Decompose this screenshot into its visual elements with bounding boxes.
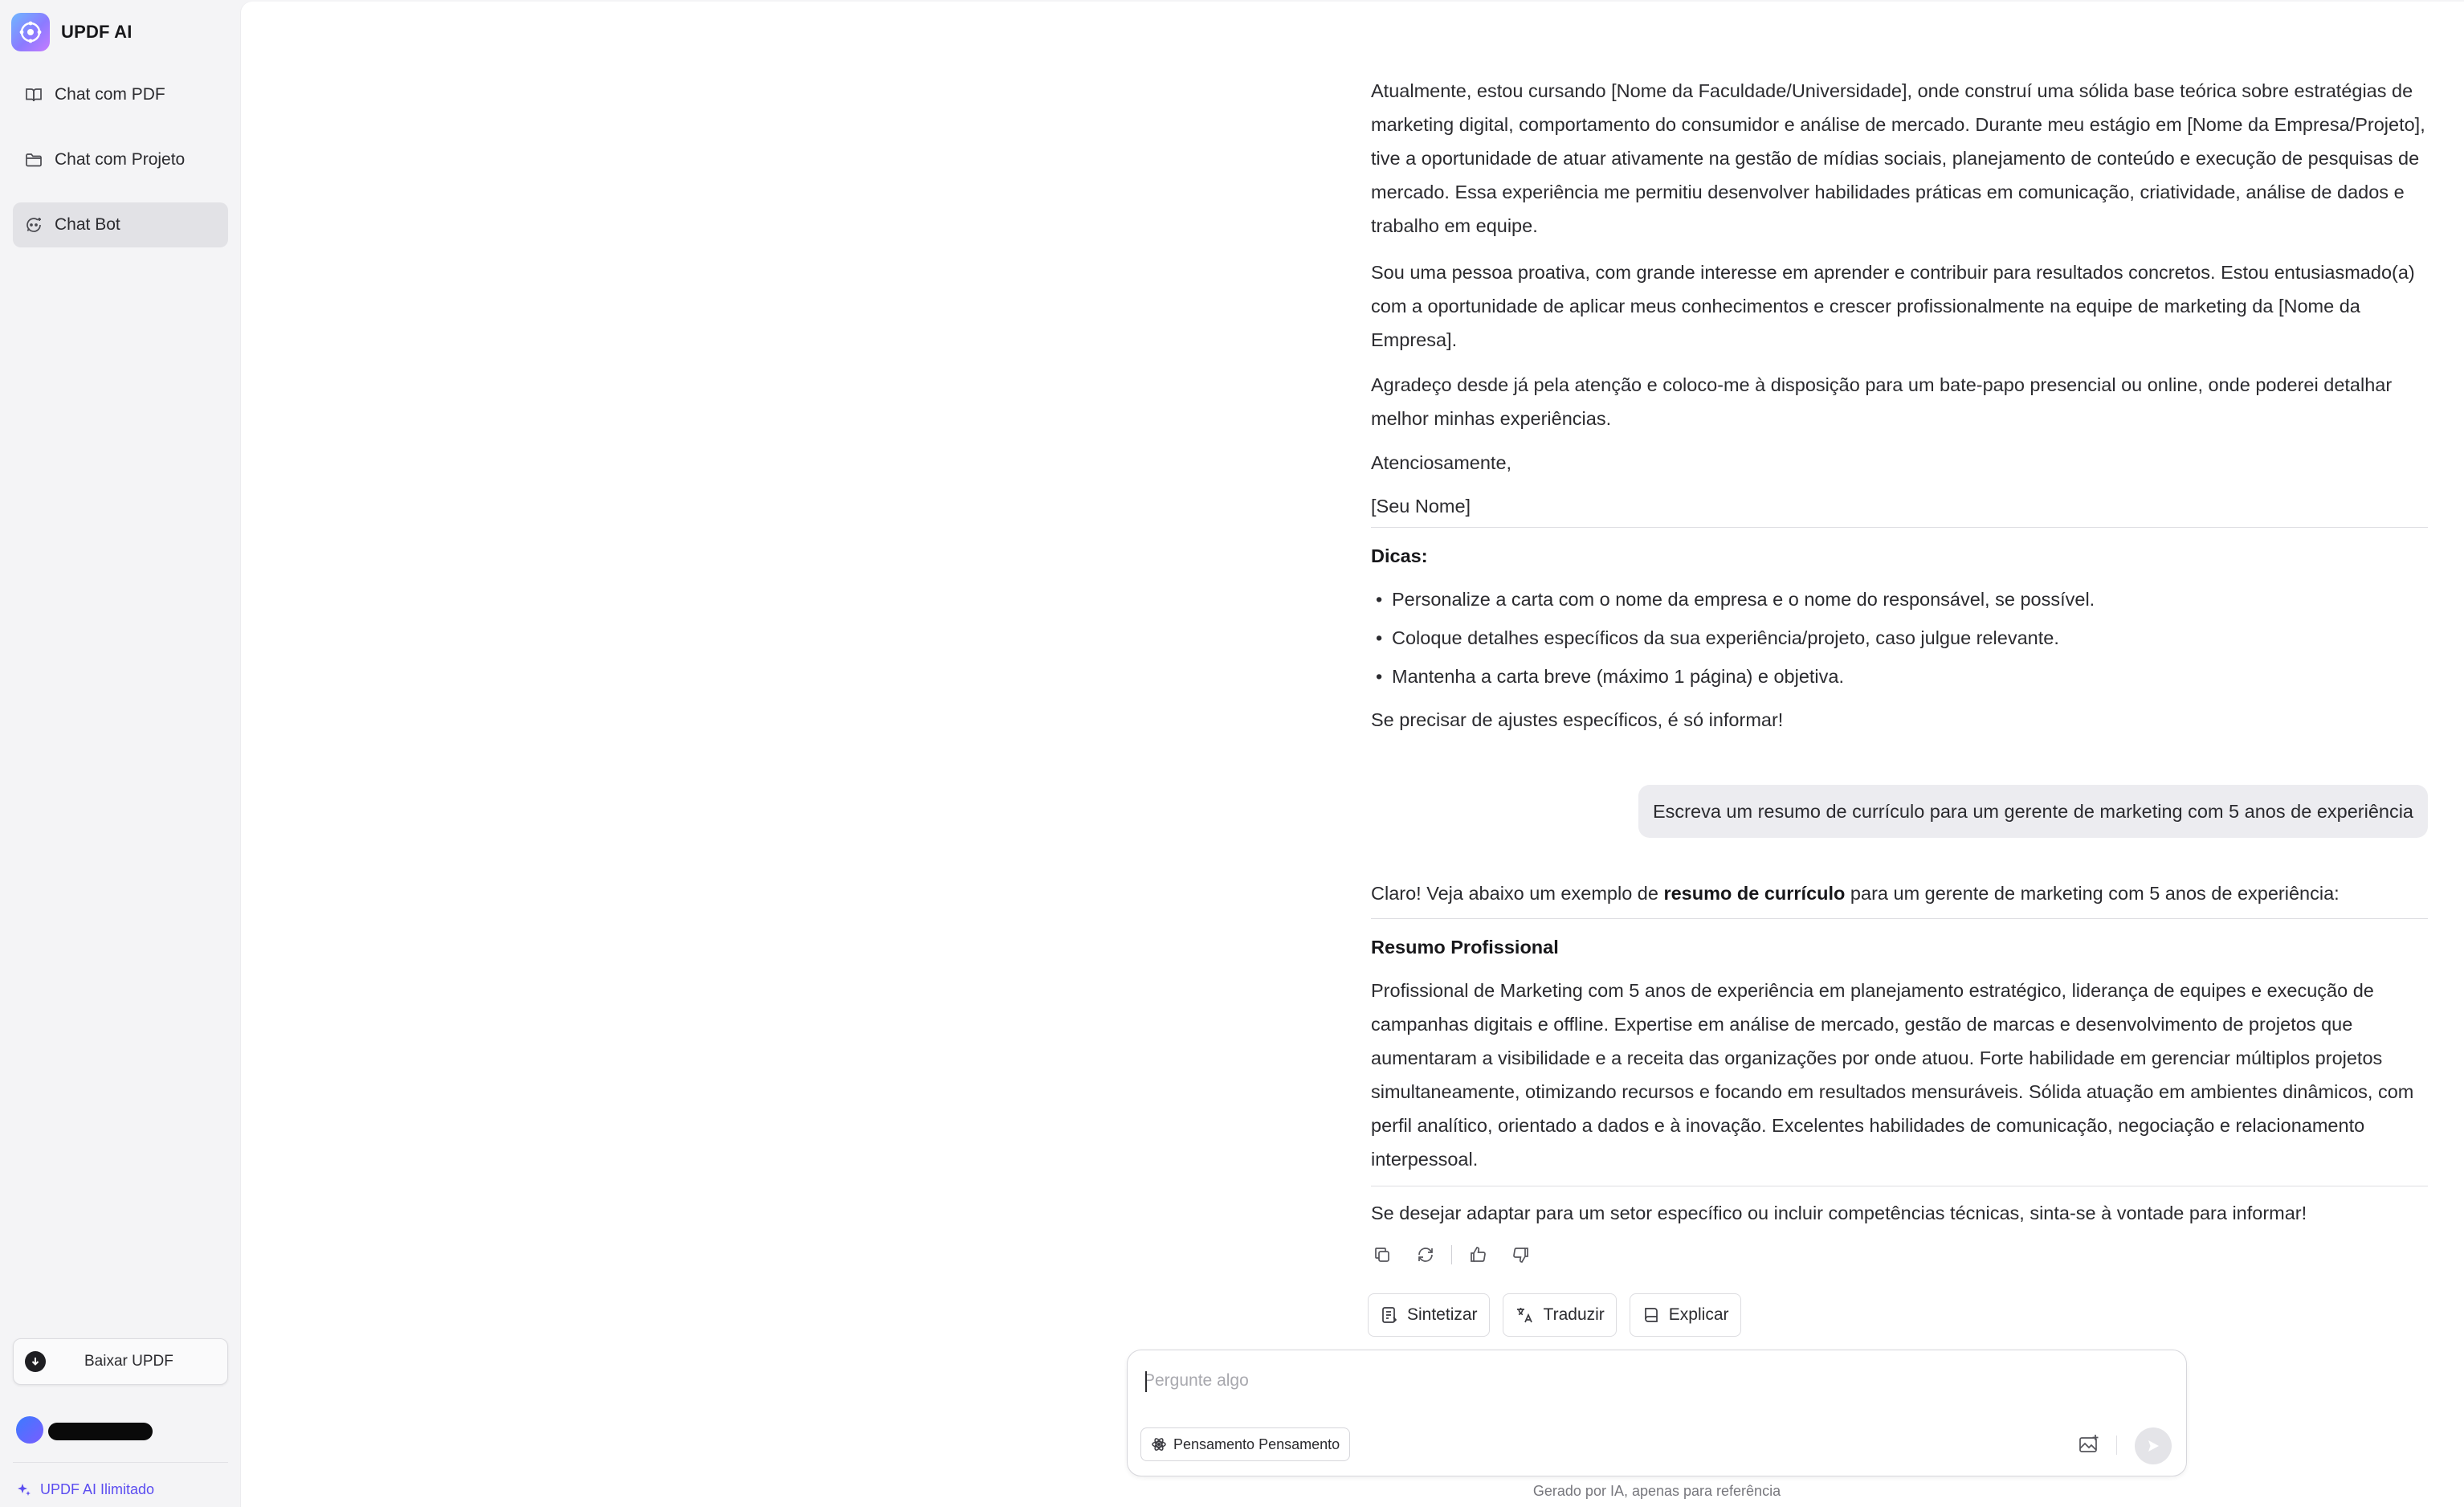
sidebar-item-label: Chat com Projeto [55, 150, 186, 169]
thinking-label: Pensamento Pensamento [1173, 1436, 1340, 1452]
message-footer: Se precisar de ajustes específicos, é só informar! [1371, 709, 1784, 730]
quick-actions [1368, 1293, 1741, 1337]
divider [1371, 918, 2428, 919]
action-separator [1451, 1245, 1452, 1264]
explain-button[interactable] [1630, 1293, 1741, 1337]
prompt-input[interactable] [1144, 1365, 2107, 1397]
sidebar-item-label: Chat Bot [55, 215, 120, 234]
reply-intro-text: Claro! Veja abaixo um exemplo de [1371, 883, 1664, 904]
image-upload-icon[interactable] [2075, 1431, 2103, 1458]
translate-icon [1515, 1305, 1536, 1325]
sidebar-divider [13, 1462, 228, 1463]
ai-disclaimer: Gerado por IA, apenas para referência [1532, 1483, 1781, 1499]
divider [1371, 527, 2428, 528]
book-icon [24, 85, 43, 104]
message-paragraph: Atualmente, estou cursando [Nome da Faculdade/Universidade], onde construí uma sólida base teórica sobre estratégias de marketing digital, comportamento do consumidor e análise de mercado. Durante meu estágio em [Nome da Empresa/Projeto], tive a oportunidade de atuar ativamente na gestão de mídias sociais, planejamento de conteúdo e execução de pesquisas de mercado. Essa experiência me permitiu desenvolver habilidades práticas em comunicação, criatividade, análise de dados e trabalho em equipe. [1371, 80, 2425, 236]
download-icon [25, 1351, 46, 1372]
chat-composer [1127, 1350, 2187, 1476]
explain-label: Explicar [1668, 1305, 1729, 1324]
list-item-text: Personalize a carta com o nome da empresa e o nome do responsável, se possível. [1392, 589, 2095, 610]
list-item [1376, 582, 2428, 616]
explain-icon [1642, 1305, 1661, 1325]
message-closing: Atenciosamente, [1371, 452, 1512, 473]
copy-icon[interactable] [1371, 1244, 1393, 1266]
message-actions [1371, 1244, 1532, 1266]
plan-link[interactable] [16, 1481, 154, 1498]
translate-button[interactable] [1503, 1293, 1617, 1337]
summarize-icon [1380, 1305, 1399, 1325]
message-paragraph: Sou uma pessoa proativa, com grande interesse em aprender e contribuir para resultados concretos. Estou entusiasmado(a) com a oportunidade de aplicar meus conhecimentos e crescer profissionalmente na equipe de marketing da [Nome da Empresa]. [1371, 262, 2415, 350]
sparkle-icon [16, 1482, 32, 1498]
main-panel [241, 2, 2464, 1507]
summary-paragraph: Profissional de Marketing com 5 anos de experiência em planejamento estratégico, liderança de equipes e execução de campanhas digitais e offline. Expertise em análise de mercado, gestão de marcas e desenvolvimento de projetos que aumentaram a visibilidade e a receita das organizações por onde atuou. Forte habilidade em gerenciar múltiplos projetos simultaneamente, otimizando recursos e focando em resultados mensuráveis. Sólida atuação em ambientes dinâmicos, com perfil analítico, orientado a dados e à inovação. Excelentes habilidades de comunicação, negociação e relacionamento interpessoal. [1371, 980, 2414, 1170]
regenerate-icon[interactable] [1414, 1244, 1437, 1266]
section-title: Resumo Profissional [1371, 937, 1559, 958]
tips-title: Dicas: [1371, 545, 1428, 566]
send-icon [2145, 1438, 2161, 1454]
summarize-button[interactable] [1368, 1293, 1490, 1337]
updf-logo-icon [11, 13, 50, 51]
brand-name: UPDF AI [61, 22, 133, 42]
reply-intro-text: para um gerente de marketing com 5 anos de experiência: [1845, 883, 2340, 904]
user-profile[interactable] [16, 1415, 117, 1444]
bullet-dot: • [1376, 666, 1383, 687]
message-signature: [Seu Nome] [1371, 496, 1471, 517]
reply-footer: Se desejar adaptar para um setor específico ou incluir competências técnicas, sinta-se à vontade para informar! [1371, 1203, 2307, 1223]
plan-label: UPDF AI Ilimitado [40, 1481, 155, 1497]
reply-intro [1371, 876, 2428, 910]
brand[interactable] [11, 13, 133, 51]
sidebar-item-label: Chat com PDF [55, 85, 165, 104]
folder-icon [24, 150, 43, 169]
atom-icon [1151, 1436, 1167, 1452]
list-item-text: Mantenha a carta breve (máximo 1 página) e objetiva. [1392, 666, 1845, 687]
redaction-mark [48, 1423, 153, 1440]
translate-label: Traduzir [1543, 1305, 1605, 1324]
list-item [1376, 621, 2428, 655]
user-message-bubble [1638, 785, 2428, 838]
thumbs-up-icon[interactable] [1467, 1244, 1489, 1266]
sidebar-item-chat-pdf[interactable] [13, 72, 228, 117]
avatar [16, 1416, 43, 1444]
reply-intro-bold: resumo de currículo [1663, 883, 1846, 904]
sidebar [0, 0, 241, 1507]
user-message-text: Escreva um resumo de currículo para um gerente de marketing com 5 anos de experiência [1653, 801, 2413, 822]
send-button[interactable] [2135, 1427, 2172, 1464]
text-caret [1145, 1371, 1147, 1392]
sidebar-item-chat-bot[interactable] [13, 202, 228, 247]
user-name [53, 1421, 117, 1439]
download-label: Baixar UPDF [84, 1353, 173, 1370]
summarize-label: Sintetizar [1407, 1305, 1478, 1324]
chat-bot-icon [24, 215, 43, 235]
thumbs-down-icon[interactable] [1510, 1244, 1532, 1266]
download-updf-button[interactable] [13, 1338, 228, 1385]
composer-separator [2116, 1436, 2117, 1455]
thinking-toggle-button[interactable] [1140, 1427, 1350, 1461]
list-item [1376, 660, 2428, 693]
list-item-text: Coloque detalhes específicos da sua experiência/projeto, caso julgue relevante. [1392, 627, 2059, 648]
message-paragraph: Agradeço desde já pela atenção e coloco-me à disposição para um bate-papo presencial ou online, onde poderei detalhar melhor minhas experiências. [1371, 374, 2393, 429]
bullet-dot: • [1376, 589, 1383, 610]
bullet-dot: • [1376, 627, 1383, 648]
sidebar-item-chat-project[interactable] [13, 137, 228, 182]
